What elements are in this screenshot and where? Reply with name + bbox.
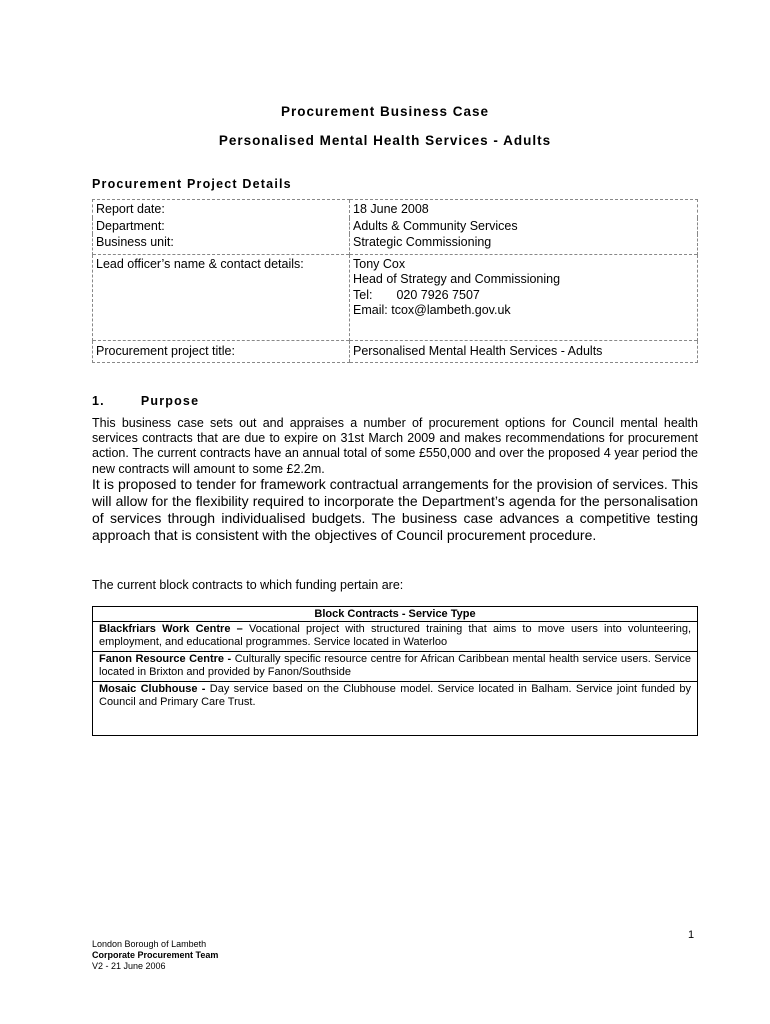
table-row [93,652,698,682]
contract-name: Fanon Resource Centre - [99,653,232,665]
block-contract-cell [93,682,698,736]
section-number: 1. [92,394,105,408]
lead-officer-name: Tony Cox [353,256,406,271]
details-heading: Procurement Project Details [92,177,292,191]
details-row-report-date [93,200,698,218]
table-row [93,622,698,652]
purpose-paragraph-a: This business case sets out and appraises a number of procurement options for Council mental health services contracts that are due to expire on 31st March 2009 and makes recommendations for procurement action. The current contracts have an annual total of some £550,000 and over the proposed 4 year period the new contracts will amount to some £2.2m. [92,416,698,476]
email-value[interactable]: tcox@lambeth.gov.uk [391,303,511,317]
details-row-department [93,218,698,235]
details-value: Strategic Commissioning [350,234,698,254]
contract-name: Mosaic Clubhouse - [99,683,206,695]
footer-team: Corporate Procurement Team [92,950,219,960]
document-title: Procurement Business Case [280,104,490,119]
tel-value: 020 7926 7507 [396,287,480,302]
purpose-paragraph-b: It is proposed to tender for framework contractual arrangements for the provision of services. This will allow for the flexibility required to incorporate the Department’s agenda for the personalisation of services through individualised budgets. The business case advances a competitive testing approach that is consistent with the objectives of Council procurement procedure. [92,476,698,543]
details-value: Personalised Mental Health Services - Adults [350,340,698,363]
purpose-heading [92,394,199,408]
details-value: Adults & Community Services [350,218,698,235]
lead-officer-role: Head of Strategy and Commissioning [353,272,561,286]
details-label: Department: [93,218,350,235]
block-contracts-header: Block Contracts - Service Type [93,607,698,622]
details-value: 18 June 2008 [350,200,698,218]
footer [92,939,218,972]
project-details-table [92,199,698,363]
contract-description: Day service based on the Clubhouse model. Service located in Balham. Service joint funded by Council and Primary Care Trust. [99,683,691,708]
page-number: 1 [688,929,695,941]
block-contracts-header-row [93,607,698,622]
details-label: Business unit: [93,234,350,254]
details-label: Procurement project title: [93,340,350,363]
document-subtitle: Personalised Mental Health Services - Adults [218,133,552,148]
email-label: Email: [353,303,388,317]
contract-description: Vocational project with structured training that aims to move users into volunteering, employment, and educational programmes. Service located in Waterloo [99,623,691,648]
details-row-business-unit [93,234,698,254]
block-contract-cell [93,622,698,652]
tel-label: Tel: [353,287,373,302]
block-contracts-table [92,606,698,736]
details-label: Lead officer’s name & contact details: [93,254,350,340]
footer-org: London Borough of Lambeth [92,939,207,949]
details-label: Report date: [93,200,350,218]
footer-version: V2 - 21 June 2006 [92,961,166,971]
lead-officer-contact [350,254,698,340]
block-contract-cell [93,652,698,682]
lead-officer-tel [353,288,694,304]
block-contracts-lead-in: The current block contracts to which funding pertain are: [92,578,404,592]
section-title: Purpose [140,394,200,408]
contract-name: Blackfriars Work Centre – [99,623,243,635]
table-row [93,682,698,736]
details-row-lead-officer [93,254,698,340]
contract-description: Culturally specific resource centre for African Caribbean mental health service users. Service located in Brixton and provided by Fanon/Southside [99,653,691,678]
details-row-project-title [93,340,698,363]
lead-officer-email [353,303,694,319]
